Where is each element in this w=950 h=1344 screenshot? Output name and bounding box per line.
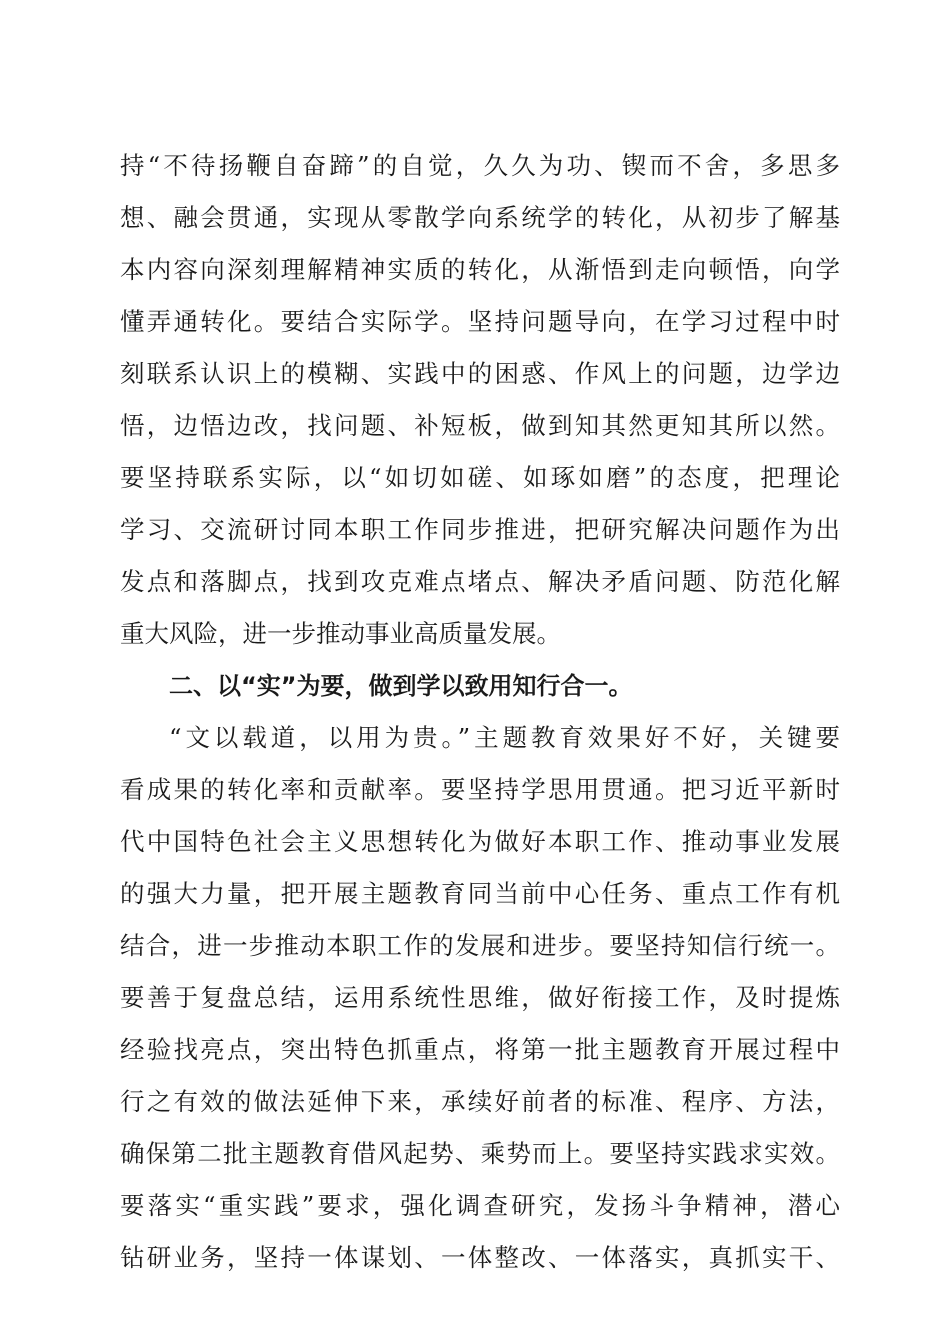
text-line: 要坚持联系实际，以“如切如磋、如琢如磨”的态度，把理论 — [120, 463, 844, 492]
text-line: 看成果的转化率和贡献率。要坚持学思用贯通。把习近平新时 — [120, 775, 843, 804]
text-line: 懂弄通转化。要结合实际学。坚持问题导向，在学习过程中时 — [120, 307, 843, 336]
text-line: 要善于复盘总结，运用系统性思维，做好衔接工作，及时提炼 — [120, 983, 843, 1012]
text-line: 发点和落脚点，找到攻克难点堵点、解决矛盾问题、防范化解 — [120, 567, 843, 596]
text-line: 要落实“重实践”要求，强化调查研究，发扬斗争精神，潜心 — [120, 1191, 844, 1220]
text-line: 行之有效的做法延伸下来，承续好前者的标准、程序、方法， — [120, 1087, 843, 1116]
paragraph-2 — [120, 712, 844, 1284]
text-line: 经验找亮点，突出特色抓重点，将第一批主题教育开展过程中 — [120, 1035, 843, 1064]
text-line: 结合，进一步推动本职工作的发展和进步。要坚持知信行统一。 — [120, 931, 842, 960]
text-line: 悟，边悟边改，找问题、补短板，做到知其然更知其所以然。 — [120, 411, 843, 440]
text-line: 刻联系认识上的模糊、实践中的困惑、作风上的问题，边学边 — [120, 359, 843, 388]
text-line: 的强大力量，把开展主题教育同当前中心任务、重点工作有机 — [120, 879, 843, 908]
text-line: 持“不待扬鞭自奋蹄”的自觉，久久为功、锲而不舍，多思多 — [120, 151, 844, 180]
text-line: 代中国特色社会主义思想转化为做好本职工作、推动事业发展 — [120, 827, 843, 856]
text-line: 学习、交流研讨同本职工作同步推进，把研究解决问题作为出 — [120, 515, 843, 544]
document-page — [120, 140, 844, 1284]
text-line: 重大风险，进一步推动事业高质量发展。 — [120, 619, 561, 648]
paragraph-1 — [120, 140, 844, 660]
text-line: 想、融会贯通，实现从零散学向系统学的转化，从初步了解基 — [120, 203, 843, 232]
text-line: 钻研业务，坚持一体谋划、一体整改、一体落实，真抓实干、 — [120, 1243, 843, 1272]
text-line: “文以载道，以用为贵。”主题教育效果好不好，关键要 — [169, 723, 844, 752]
text-line: 本内容向深刻理解精神实质的转化，从渐悟到走向顿悟，向学 — [120, 255, 843, 284]
text-line: 确保第二批主题教育借风起势、乘势而上。要坚持实践求实效。 — [120, 1139, 842, 1168]
section-heading: 二、以“实”为要，做到学以致用知行合一。 — [169, 672, 633, 700]
